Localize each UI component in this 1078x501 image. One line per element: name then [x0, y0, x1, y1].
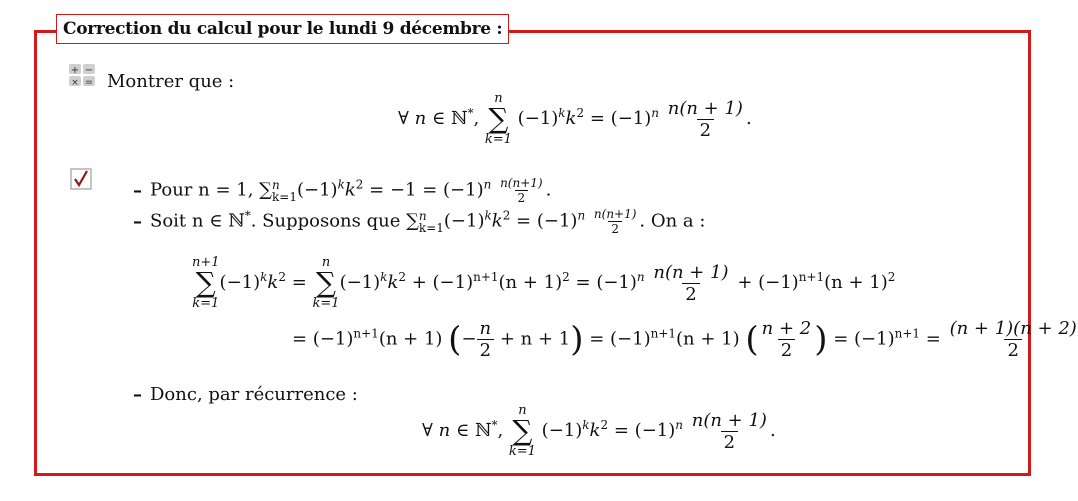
derivation-line-2: = $(-1)^{n+1}(n + 1)$ (− $\frac{n}{2}$ + $n + 1) = (-1)^{n+1}(n + 1)$ ( $\frac{n + 2}{2}$ ) = $(-1)^{n+1}$ = $\frac{(n + 1)(n + 2)}{2}$ [292, 318, 1077, 361]
calculator-icon [68, 63, 96, 87]
intro-text: Montrer que : [107, 71, 235, 92]
svg-text:−: − [84, 65, 94, 76]
bullet-induction-step: – Soit n ∈ ℕ*. Supposons que ∑ n k=1 $(-1)^kk^2 = (-1)^n$ $\frac{n(n+1)}{2}$ . On a : [133, 207, 706, 236]
bullet-conclusion: – Donc, par récurrence : [133, 384, 358, 405]
svg-text:×: × [71, 78, 79, 87]
derivation-line-1: n+1 ∑ k=1 $(-1)^kk^2$ = n ∑ k=1 $(-1)^kk^2 + (-1)^{n+1}(n + 1)^2 = (-1)^n$ $\frac{n(n + 1)}{2}$ + $(-1)^{n+1}(n + 1)^2$ [192, 255, 896, 311]
svg-text:=: = [84, 77, 94, 87]
statement-formula: ∀ n ∈ ℕ*, n ∑ k=1 $(-1)^kk^2 = (-1)^n$ $\frac{n(n + 1)}{2}$ . [398, 91, 752, 147]
conclusion-formula: ∀ n ∈ ℕ*, n ∑ k=1 $(-1)^kk^2 = (-1)^n$ $\frac{n(n + 1)}{2}$ . [422, 403, 776, 459]
svg-text:+: + [70, 65, 80, 76]
page-title: Correction du calcul pour le lundi 9 décembre : [56, 14, 509, 44]
bullet-base-case: – Pour n = 1, ∑ n k=1 $(-1)^kk^2 = -1 = (-1)^n$ $\frac{n(n+1)}{2}$ . [133, 176, 552, 205]
checkbox-check-icon [70, 168, 92, 190]
